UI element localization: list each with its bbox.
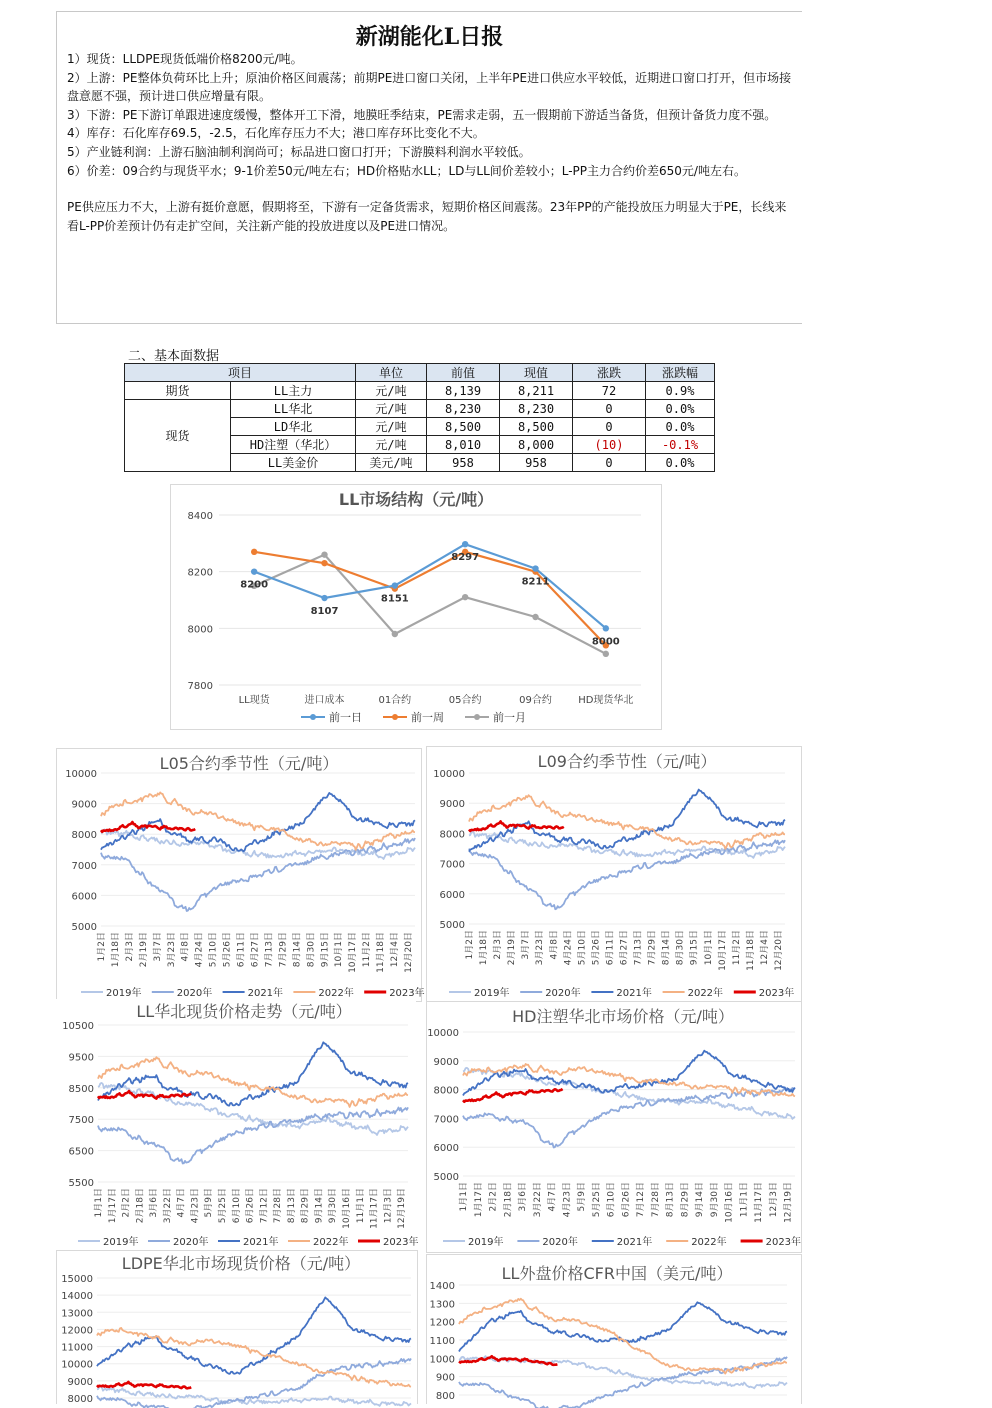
y-tick-label: 10000 [433,769,465,780]
x-tick-label: 3月23日 [534,930,545,965]
report-title: 新湖能化L日报 [57,20,802,50]
x-tick-label: 4月8日 [180,932,191,961]
legend-label: 2021年 [616,986,651,999]
data-point [251,568,257,574]
table-cell-pct: 0.9% [646,382,715,400]
chart-hd-injection-north [426,1001,802,1253]
x-tick-label: 5月26日 [590,930,601,965]
y-tick-label: 8000 [188,624,213,635]
y-tick-label: 6000 [72,891,97,902]
series-line [459,1302,787,1351]
table-cell-unit: 元/吨 [356,382,427,400]
chart-title: HD注塑华北市场价格（元/吨） [512,1007,734,1026]
x-tick-label: 1月18日 [110,932,121,967]
series-line [469,832,785,858]
chart-l09-seasonal [426,746,802,1002]
data-point [603,651,609,657]
table-cell-name: LL美金价 [231,454,356,472]
x-tick-label: 11月1日 [355,1188,366,1223]
legend-label: 2019年 [474,986,509,999]
legend-label: 前一周 [411,710,444,724]
x-tick-label: 12月19日 [783,1182,794,1223]
y-tick-label: 7000 [72,861,97,872]
x-tick-label: 09合约 [519,693,552,706]
table-cell-chg: (10) [573,436,646,454]
legend-label: 2022年 [691,1235,726,1248]
report-point-spot: 1）现货：LLDPE现货低端价格8200元/吨。 [67,50,792,69]
legend-label: 2021年 [617,1235,652,1248]
x-tick-label: 4月23日 [189,1188,200,1223]
y-tick-label: 5000 [434,1172,459,1183]
chart-ldpe-north-spot [56,1250,418,1404]
table-cell-prev: 8,500 [427,418,500,436]
x-tick-label: 7月29日 [647,930,658,965]
x-tick-label: 9月14日 [313,1188,324,1223]
data-point [321,560,327,566]
table-header-row [125,364,715,382]
chart-title: L05合约季节性（元/吨） [160,754,339,773]
x-tick-label: 3月23日 [166,932,177,967]
series-line [463,1089,563,1102]
series-line [97,1328,411,1387]
legend-label: 2023年 [389,986,424,999]
x-tick-label: 3月7日 [152,932,163,961]
table-cell-prev: 8,010 [427,436,500,454]
x-tick-label: 2月18日 [134,1188,145,1223]
x-tick-label: 2月19日 [506,930,517,965]
table-cell-name: LL华北 [231,400,356,418]
x-tick-label: 7月12日 [635,1182,646,1217]
x-tick-label: 12月19日 [396,1188,407,1229]
x-tick-label: 01合约 [378,693,411,706]
x-tick-label: 2月3日 [492,930,503,959]
x-tick-label: 1月17日 [107,1188,118,1223]
y-tick-label: 10000 [61,1360,93,1371]
x-tick-label: 进口成本 [305,693,345,706]
x-tick-label: 5月10日 [576,930,587,965]
x-tick-label: 11月2日 [361,932,372,967]
chart-hd-injection-north-svg [427,1002,801,1252]
legend-label: 2020年 [177,986,212,999]
series-line [98,1083,408,1135]
data-point [392,631,398,637]
y-tick-label: 15000 [61,1274,93,1285]
x-tick-label: 5月9日 [576,1182,587,1211]
y-tick-label: 800 [436,1391,455,1402]
x-tick-label: 12月3日 [382,1188,393,1223]
x-tick-label: 6月10日 [231,1188,242,1223]
report-point-profit: 5）产业链利润：上游石脑油制利润尚可；标品进口窗口打开；下游膜料利润水平较低。 [67,143,792,162]
x-tick-label: 5月26日 [222,932,233,967]
data-point [251,549,257,555]
series-line [97,1382,191,1388]
x-tick-label: 2月2日 [121,1188,132,1217]
table-cell-chg: 0 [573,418,646,436]
y-tick-label: 6000 [434,1143,459,1154]
x-tick-label: 8月29日 [300,1188,311,1223]
table-cell-prev: 8,230 [427,400,500,418]
y-tick-label: 9000 [434,1057,459,1068]
report-summary: PE供应压力不大，上游有挺价意愿，假期将至，下游有一定备货需求，短期价格区间震荡。23年PP的产能投放压力明显大于PE，长线来看L-PP价差预计仍有走扩空间，关注新产能的投放进度以及PE进口情况。 [57,198,802,235]
y-tick-label: 9000 [440,799,465,810]
x-tick-label: 1月1日 [458,1182,469,1211]
y-tick-label: 13000 [61,1308,93,1319]
table-cell-name: HD注塑（华北） [231,436,356,454]
data-point [462,541,468,547]
x-tick-label: 11月2日 [731,930,742,965]
data-label: 8200 [240,580,268,591]
y-tick-label: 7000 [434,1114,459,1125]
x-tick-label: 8月30日 [675,930,686,965]
chart-l05-seasonal [56,748,422,1002]
y-tick-label: 10500 [62,1021,94,1032]
table-row [125,400,715,418]
legend-label: 前一月 [493,710,526,724]
y-tick-label: 8500 [69,1084,94,1095]
report-point-upstream: 2）上游：PE整体负荷环比上升；原油价格区间震荡；前期PE进口窗口关闭，上半年PE进口供应水平较低，近期进口窗口打开，但市场接盘意愿不强，预计进口供应增量有限。 [67,69,792,106]
x-tick-label: 7月28日 [272,1188,283,1223]
data-point [321,551,327,557]
y-tick-label: 8000 [440,829,465,840]
x-tick-label: 6月11日 [236,932,247,967]
legend-marker [392,714,398,720]
legend-label: 2022年 [313,1235,348,1248]
x-tick-label: 8月13日 [665,1182,676,1217]
data-label: 8151 [381,594,409,605]
table-cell-name: LL主力 [231,382,356,400]
y-tick-label: 8200 [188,568,213,579]
report-points [57,50,802,180]
x-tick-label: 10月17日 [717,930,728,971]
y-tick-label: 10000 [65,769,97,780]
x-tick-label: 7月13日 [633,930,644,965]
table-cell-curr: 8,230 [500,400,573,418]
legend-marker [310,714,316,720]
x-tick-label: 4月24日 [562,930,573,965]
chart-title: LL外盘价格CFR中国（美元/吨） [502,1264,733,1283]
chart-ldpe-north-spot-svg [57,1251,417,1404]
y-tick-label: 9500 [69,1052,94,1063]
y-tick-label: 7800 [188,681,213,692]
y-tick-label: 9000 [68,1377,93,1388]
x-tick-label: 4月7日 [176,1188,187,1217]
table-cell-pct: -0.1% [646,436,715,454]
x-tick-label: 3月22日 [162,1188,173,1223]
chart-ll-structure-svg [171,485,661,729]
x-tick-label: 5月25日 [217,1188,228,1223]
chart-ll-north-spot [56,999,416,1249]
x-tick-label: 8月14日 [291,932,302,967]
x-tick-label: 10月1日 [703,930,714,965]
y-tick-label: 8000 [68,1394,93,1405]
table-group-spot: 现货 [125,400,231,472]
x-tick-label: 2月3日 [124,932,135,961]
data-label: 8000 [592,636,620,647]
x-tick-label: 7月13日 [263,932,274,967]
y-tick-label: 1000 [430,1354,455,1365]
x-tick-label: 6月10日 [606,1182,617,1217]
x-tick-label: 05合约 [449,693,482,706]
daily-report-box [56,11,802,324]
data-point [532,565,538,571]
table-row [125,382,715,400]
legend-label: 前一日 [329,710,362,724]
chart-l09-seasonal-svg [427,747,801,1001]
table-cell-curr: 8,500 [500,418,573,436]
x-tick-label: 3月6日 [517,1182,528,1211]
table-cell-chg: 0 [573,400,646,418]
table-cell-unit: 美元/吨 [356,454,427,472]
x-tick-label: 4月7日 [547,1182,558,1211]
x-tick-label: 5月9日 [203,1188,214,1217]
x-tick-label: 6月26日 [245,1188,256,1223]
x-tick-label: 2月2日 [488,1182,499,1211]
series-line [98,1091,191,1099]
series-line [97,1387,411,1406]
series-line [463,1064,795,1096]
series-line [459,1356,787,1388]
series-line [469,840,785,909]
x-tick-label: 11月18日 [375,932,386,973]
x-tick-label: 4月24日 [194,932,205,967]
table-cell-chg: 0 [573,454,646,472]
x-tick-label: 10月16日 [341,1188,352,1229]
series-line [101,838,415,911]
x-tick-label: 3月6日 [148,1188,159,1217]
x-tick-label: LL现货 [239,693,271,706]
x-tick-label: 1月18日 [478,930,489,965]
series-line [98,1107,408,1163]
x-tick-label: 4月8日 [548,930,559,959]
data-label: 8211 [522,577,550,588]
legend-label: 2020年 [545,986,580,999]
table-cell-pct: 0.0% [646,454,715,472]
table-cell-curr: 8,211 [500,382,573,400]
x-tick-label: 3月7日 [520,930,531,959]
table-cell-prev: 958 [427,454,500,472]
table-cell-chg: 72 [573,382,646,400]
legend-label: 2023年 [766,1235,801,1248]
x-tick-label: 1月1日 [93,1188,104,1217]
table-cell-name: LD华北 [231,418,356,436]
legend-label: 2019年 [103,1235,138,1248]
y-tick-label: 10000 [427,1028,459,1039]
x-tick-label: 7月12日 [258,1188,269,1223]
chart-ll-cfr-china [426,1254,802,1404]
x-tick-label: 7月29日 [277,932,288,967]
y-tick-label: 8000 [72,830,97,841]
table-cell-unit: 元/吨 [356,436,427,454]
chart-title: LL市场结构（元/吨） [339,490,493,509]
y-tick-label: 1300 [430,1299,455,1310]
x-tick-label: 7月28日 [650,1182,661,1217]
y-tick-label: 14000 [61,1291,93,1302]
report-point-inventory: 4）库存：石化库存69.5，-2.5，石化库存压力不大；港口库存环比变化不大。 [67,124,792,143]
chart-l05-seasonal-svg [57,749,421,1001]
data-point [603,625,609,631]
legend-label: 2022年 [318,986,353,999]
table-header: 前值 [427,364,500,382]
table-cell-unit: 元/吨 [356,400,427,418]
table-header: 涨跌幅 [646,364,715,382]
chart-title: L09合约季节性（元/吨） [538,752,717,771]
data-point [532,614,538,620]
fundamental-data-table [124,363,715,472]
x-tick-label: 12月3日 [768,1182,779,1217]
x-tick-label: 10月1日 [333,932,344,967]
table-cell-curr: 8,000 [500,436,573,454]
x-tick-label: 11月17日 [753,1182,764,1223]
x-tick-label: 6月27日 [250,932,261,967]
x-tick-label: 6月27日 [618,930,629,965]
table-cell-pct: 0.0% [646,418,715,436]
x-tick-label: 12月4日 [759,930,770,965]
report-point-spread: 6）价差：09合约与现货平水；9-1价差50元/吨左右；HD价格贴水LL；LD与LL间价差较小；L-PP主力合约价差650元/吨左右。 [67,162,792,181]
data-point [462,594,468,600]
chart-ll-cfr-china-svg [427,1255,801,1404]
table-group-futures: 期货 [125,382,231,400]
x-tick-label: HD现货华北 [578,693,633,706]
y-tick-label: 9000 [72,800,97,811]
data-point [321,595,327,601]
series-line [459,1357,787,1408]
y-tick-label: 5000 [72,922,97,933]
x-tick-label: 1月2日 [464,930,475,959]
x-tick-label: 10月17日 [347,932,358,973]
table-header: 项目 [125,364,356,382]
x-tick-label: 5月10日 [208,932,219,967]
table-cell-unit: 元/吨 [356,418,427,436]
y-tick-label: 1100 [430,1336,455,1347]
x-tick-label: 1月2日 [96,932,107,961]
table-header: 单位 [356,364,427,382]
x-tick-label: 6月11日 [604,930,615,965]
x-tick-label: 8月30日 [305,932,316,967]
x-tick-label: 11月17日 [369,1188,380,1229]
series-line [469,821,564,831]
data-label: 8107 [311,606,339,617]
x-tick-label: 8月29日 [679,1182,690,1217]
table-header: 涨跌 [573,364,646,382]
x-tick-label: 12月4日 [389,932,400,967]
x-tick-label: 9月15日 [319,932,330,967]
y-tick-label: 8000 [434,1086,459,1097]
x-tick-label: 9月14日 [694,1182,705,1217]
x-tick-label: 2月18日 [502,1182,513,1217]
x-tick-label: 9月30日 [327,1188,338,1223]
legend-label: 2020年 [542,1235,577,1248]
x-tick-label: 10月16日 [724,1182,735,1223]
x-tick-label: 3月22日 [532,1182,543,1217]
table-cell-pct: 0.0% [646,400,715,418]
y-tick-label: 6500 [69,1147,94,1158]
table-header: 现值 [500,364,573,382]
x-tick-label: 9月30日 [709,1182,720,1217]
x-tick-label: 6月26日 [620,1182,631,1217]
y-tick-label: 12000 [61,1325,93,1336]
legend-label: 2023年 [383,1235,418,1248]
x-tick-label: 8月13日 [286,1188,297,1223]
x-tick-label: 4月23日 [561,1182,572,1217]
x-tick-label: 5月25日 [591,1182,602,1217]
y-tick-label: 900 [436,1373,455,1384]
legend-label: 2020年 [173,1235,208,1248]
y-tick-label: 7500 [69,1115,94,1126]
legend-label: 2019年 [468,1235,503,1248]
x-tick-label: 1月17日 [473,1182,484,1217]
report-point-downstream: 3）下游：PE下游订单跟进速度缓慢，整体开工下滑，地膜旺季结束，PE需求走弱，五一假期前下游适当备货，但预计备货力度不强。 [67,106,792,125]
x-tick-label: 8月14日 [661,930,672,965]
legend-label: 2023年 [759,986,794,999]
legend-label: 2022年 [688,986,723,999]
x-tick-label: 12月20日 [773,930,784,971]
x-tick-label: 11月18日 [745,930,756,971]
y-tick-label: 5000 [440,920,465,931]
y-tick-label: 11000 [61,1343,93,1354]
chart-title: LDPE华北市场现货价格（元/吨） [122,1254,360,1273]
y-tick-label: 5500 [69,1178,94,1189]
data-point [392,582,398,588]
chart-title: LL华北现货价格走势（元/吨） [136,1002,351,1021]
y-tick-label: 1200 [430,1318,455,1329]
x-tick-label: 2月19日 [138,932,149,967]
legend-label: 2019年 [106,986,141,999]
chart-ll-north-spot-svg [56,999,416,1249]
table-cell-prev: 8,139 [427,382,500,400]
legend-label: 2021年 [243,1235,278,1248]
y-tick-label: 6000 [440,890,465,901]
y-tick-label: 8400 [188,511,213,522]
x-tick-label: 12月20日 [403,932,414,973]
x-tick-label: 11月1日 [738,1182,749,1217]
section-title: 二、基本面数据 [128,345,219,364]
x-tick-label: 9月15日 [689,930,700,965]
legend-marker [474,714,480,720]
y-tick-label: 1400 [430,1281,455,1292]
legend-label: 2021年 [248,986,283,999]
y-tick-label: 7000 [440,860,465,871]
data-label: 8297 [451,552,479,563]
chart-ll-structure [170,484,662,730]
table-cell-curr: 958 [500,454,573,472]
